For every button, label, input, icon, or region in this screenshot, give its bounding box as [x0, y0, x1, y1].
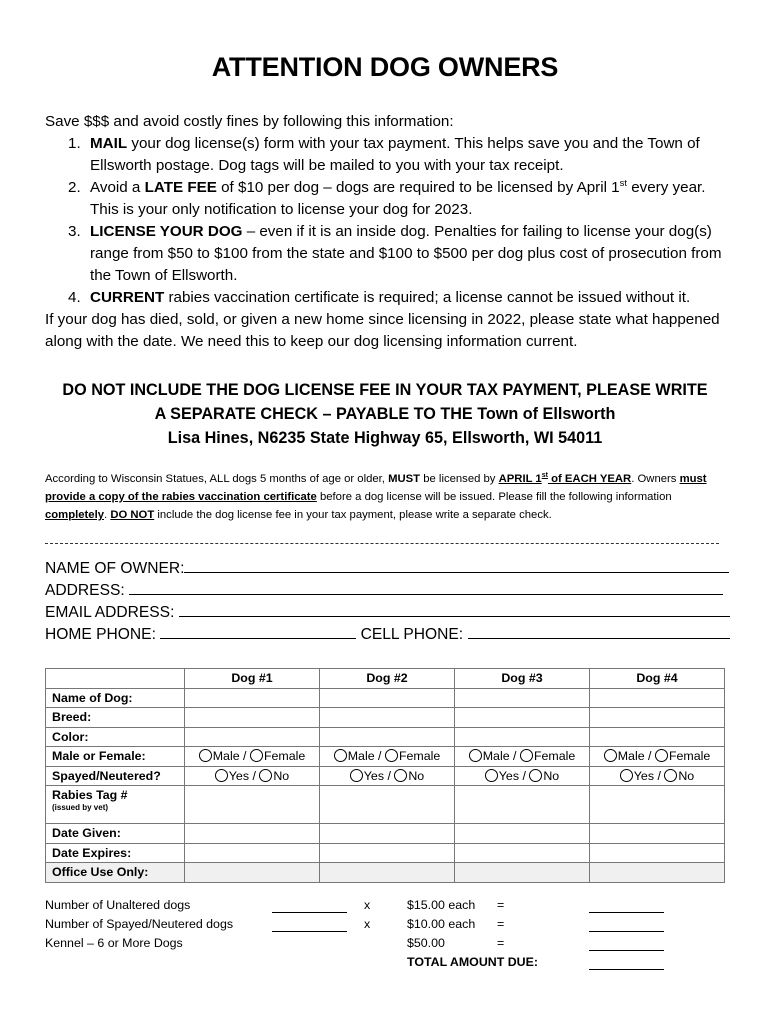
dog-name-cell[interactable] — [185, 688, 320, 708]
spayed-amount-blank[interactable] — [589, 931, 664, 932]
column-header: Dog #3 — [455, 669, 590, 689]
date-given-cell[interactable] — [455, 824, 590, 844]
date-given-cell[interactable] — [185, 824, 320, 844]
office-use-cell — [590, 863, 725, 883]
office-use-cell — [455, 863, 590, 883]
rabies-tag-cell[interactable] — [590, 786, 725, 824]
total-amount-blank[interactable] — [589, 969, 664, 970]
breed-cell[interactable] — [455, 708, 590, 728]
row-label: Spayed/Neutered? — [46, 766, 185, 786]
unaltered-amount-blank[interactable] — [589, 912, 664, 913]
rabies-tag-cell[interactable] — [185, 786, 320, 824]
notice-address: Lisa Hines, N6235 State Highway 65, Ellsworth, WI 54011 — [167, 429, 603, 447]
email-field[interactable]: EMAIL ADDRESS: — [45, 602, 730, 622]
male-radio[interactable] — [604, 749, 617, 762]
no-radio[interactable] — [259, 769, 272, 782]
female-radio[interactable] — [250, 749, 263, 762]
female-radio[interactable] — [655, 749, 668, 762]
table-row — [46, 843, 725, 863]
table-row — [46, 747, 725, 767]
rabies-tag-cell[interactable] — [455, 786, 590, 824]
rabies-note: (issued by vet) — [52, 803, 109, 812]
date-given-cell[interactable] — [590, 824, 725, 844]
home-phone-label: HOME PHONE: — [45, 626, 156, 643]
no-radio[interactable] — [664, 769, 677, 782]
instructions-list — [45, 133, 735, 309]
row-label: Date Expires: — [46, 843, 185, 863]
address-field[interactable]: ADDRESS: — [45, 580, 723, 600]
cell-phone-blank[interactable] — [468, 624, 730, 639]
phone-fields — [45, 624, 730, 644]
spayed-cell: Yes / No — [455, 766, 590, 786]
list-item: 1. MAIL your dog license(s) form with your tax payment. This helps save you and the Town of Ellsworth postage. Dog tags will be mailed to you with your tax receipt. — [68, 135, 700, 174]
owner-name-blank[interactable] — [184, 558, 729, 573]
sex-cell: Male / Female — [590, 747, 725, 767]
table-row — [46, 708, 725, 728]
home-phone-blank[interactable] — [160, 624, 356, 639]
row-label: Name of Dog: — [46, 688, 185, 708]
fee-row-kennel: Kennel – 6 or More Dogs $50.00 = — [45, 936, 725, 955]
spayed-count-blank[interactable] — [272, 931, 347, 932]
row-label: Date Given: — [46, 824, 185, 844]
date-expires-cell[interactable] — [320, 843, 455, 863]
breed-cell[interactable] — [185, 708, 320, 728]
list-item: 3. LICENSE YOUR DOG – even if it is an inside dog. Penalties for failing to license your dog(s) range from $50 to $100 from the state and $100 to $500 per dog plus cost of prosecution from the Town of Ellsworth. — [68, 223, 722, 284]
office-use-cell — [320, 863, 455, 883]
notice-line: DO NOT INCLUDE THE DOG LICENSE FEE IN YOUR TAX PAYMENT, PLEASE WRITE — [62, 381, 708, 399]
yes-radio[interactable] — [350, 769, 363, 782]
no-radio[interactable] — [394, 769, 407, 782]
row-label: Color: — [46, 727, 185, 747]
fee-row-unaltered: Number of Unaltered dogs x $15.00 each = — [45, 898, 725, 917]
cell-phone-label: CELL PHONE: — [360, 626, 464, 643]
color-cell[interactable] — [590, 727, 725, 747]
color-cell[interactable] — [320, 727, 455, 747]
date-expires-cell[interactable] — [590, 843, 725, 863]
yes-radio[interactable] — [215, 769, 228, 782]
column-header: Dog #2 — [320, 669, 455, 689]
no-radio[interactable] — [529, 769, 542, 782]
status-change-paragraph: If your dog has died, sold, or given a new home since licensing in 2022, please state what happened along with the date. We need this to keep our dog licensing information current. — [45, 311, 720, 350]
kennel-amount-blank[interactable] — [589, 950, 664, 951]
rabies-tag-cell[interactable] — [320, 786, 455, 824]
table-row — [46, 688, 725, 708]
fee-summary — [45, 898, 725, 978]
male-radio[interactable] — [199, 749, 212, 762]
list-item: 4. CURRENT rabies vaccination certificate is required; a license cannot be issued without it. — [68, 289, 691, 306]
column-header: Dog #4 — [590, 669, 725, 689]
date-given-cell[interactable] — [320, 824, 455, 844]
intro-text: Save $$$ and avoid costly fines by following this information: — [45, 113, 454, 130]
cut-divider — [45, 543, 719, 544]
female-radio[interactable] — [385, 749, 398, 762]
table-header-row — [46, 669, 725, 689]
table-row — [46, 786, 725, 824]
date-expires-cell[interactable] — [185, 843, 320, 863]
row-label: Breed: — [46, 708, 185, 728]
date-expires-cell[interactable] — [455, 843, 590, 863]
spayed-cell: Yes / No — [185, 766, 320, 786]
sex-cell: Male / Female — [320, 747, 455, 767]
dog-name-cell[interactable] — [320, 688, 455, 708]
statute-paragraph: According to Wisconsin Statues, ALL dogs 5 months of age or older, MUST be licensed by APRIL 1st of EACH YEAR. Owners must provide a copy of the rabies vaccination certificate before a dog license will be issued. Please fill the following information completely. DO NOT include the dog license fee in your tax payment, please write a separate check. — [45, 472, 707, 521]
row-label: Office Use Only: — [46, 863, 185, 883]
row-label: Male or Female: — [46, 747, 185, 767]
male-radio[interactable] — [334, 749, 347, 762]
table-row — [46, 727, 725, 747]
female-radio[interactable] — [520, 749, 533, 762]
yes-radio[interactable] — [620, 769, 633, 782]
column-header: Dog #1 — [185, 669, 320, 689]
color-cell[interactable] — [455, 727, 590, 747]
sex-cell: Male / Female — [185, 747, 320, 767]
color-cell[interactable] — [185, 727, 320, 747]
page-title: ATTENTION DOG OWNERS — [211, 52, 559, 82]
owner-name-field[interactable]: NAME OF OWNER: — [45, 558, 729, 578]
dog-name-cell[interactable] — [590, 688, 725, 708]
row-label: Rabies Tag # (issued by vet) — [46, 786, 185, 824]
unaltered-count-blank[interactable] — [272, 912, 347, 913]
notice-line: A SEPARATE CHECK – PAYABLE TO THE Town of Ellsworth — [154, 405, 616, 423]
table-row — [46, 766, 725, 786]
corner-cell — [46, 669, 185, 689]
dog-info-table — [45, 668, 725, 883]
office-use-cell — [185, 863, 320, 883]
spayed-cell: Yes / No — [320, 766, 455, 786]
dog-name-cell[interactable] — [455, 688, 590, 708]
list-item: 2. Avoid a LATE FEE of $10 per dog – dogs are required to be licensed by April 1st every year. This is your only notification to license your dog for 2023. — [68, 176, 706, 218]
fee-row-total — [45, 955, 725, 974]
spayed-cell: Yes / No — [590, 766, 725, 786]
payment-notice — [0, 378, 770, 450]
breed-cell[interactable] — [320, 708, 455, 728]
address-blank[interactable] — [129, 580, 723, 595]
breed-cell[interactable] — [590, 708, 725, 728]
male-radio[interactable] — [469, 749, 482, 762]
email-blank[interactable] — [179, 602, 730, 617]
sex-cell: Male / Female — [455, 747, 590, 767]
total-label: TOTAL AMOUNT DUE: — [407, 955, 539, 969]
yes-radio[interactable] — [485, 769, 498, 782]
table-row — [46, 824, 725, 844]
table-row — [46, 863, 725, 883]
fee-row-spayed: Number of Spayed/Neutered dogs x $10.00 each = — [45, 917, 725, 936]
